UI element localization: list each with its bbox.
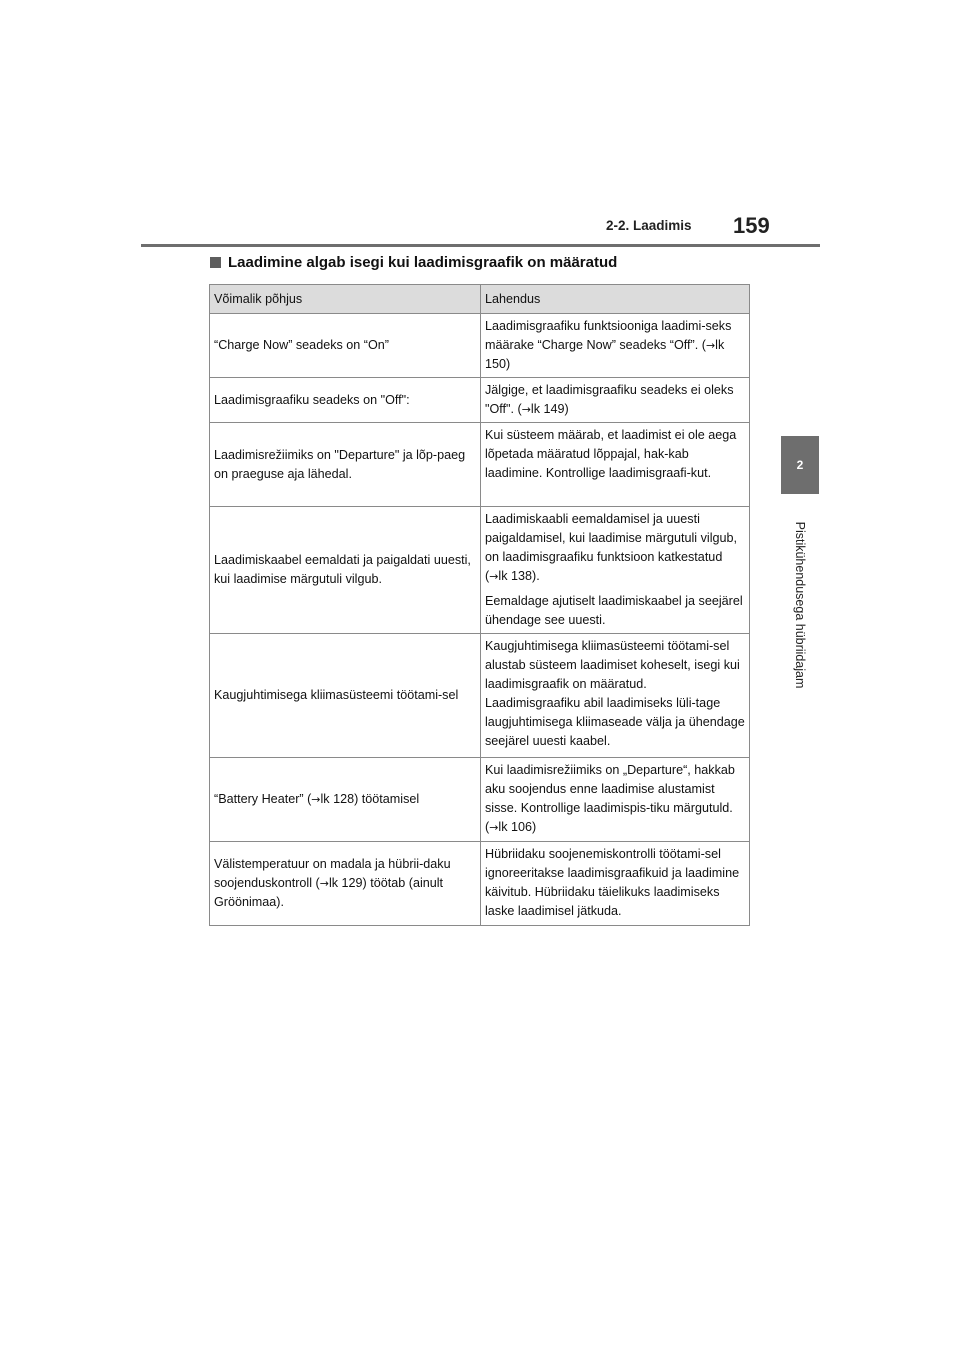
cause-cell: Laadimiskaabel eemaldati ja paigaldati uuesti, kui laadimise märgutuli vilgub. [210, 507, 481, 634]
solution-cell [481, 507, 750, 634]
solution-cell [481, 758, 750, 842]
text-segment: Välistemperatuur on madala ja hübrii-daku soojenduskontroll ( [214, 857, 451, 890]
cause-cell: Laadimisrežiimiks on "Departure" ja lõp-paeg on praeguse aja lähedal. [210, 423, 481, 507]
cause-cell: Laadimisgraafiku seadeks on "Off": [210, 378, 481, 423]
text-segment: Laadimisgraafiku funktsiooniga laadimi-seks määrake “Charge Now” seadeks “Off”. ( [485, 319, 732, 352]
section-heading-text: Laadimine algab isegi kui laadimisgraafik on määratud [228, 254, 618, 271]
solution-cell [481, 423, 750, 507]
page-reference-link[interactable]: lk 128) töötamisel [320, 792, 420, 806]
cause-cell: Kaugjuhtimisega kliimasüsteemi töötami-sel [210, 634, 481, 758]
page-reference-link[interactable]: lk 129) töötab (ainult Gröönimaa). [214, 876, 444, 909]
page-reference-arrow-icon: → [319, 877, 329, 890]
table-header-row [210, 285, 750, 314]
chapter-title: Pistikühendusega hübriidajam [793, 521, 807, 689]
table-row [210, 378, 750, 423]
solution-paragraph [485, 381, 745, 419]
table-body [210, 314, 750, 926]
text-segment: “Battery Heater” ( [214, 792, 312, 806]
table-row [210, 507, 750, 634]
solution-cell [481, 378, 750, 423]
column-header-cause: Võimalik põhjus [210, 285, 481, 314]
text-segment: Laadimiskaabli eemaldamisel ja uuesti paigaldamisel, kui laadimise märgutuli vilgub, on laadimisgraafiku funktsioon katkestatud ( [485, 512, 737, 583]
running-header-section: 2-2. Laadimis [606, 218, 692, 233]
table-row [210, 842, 750, 926]
column-header-solution: Lahendus [481, 285, 750, 314]
solution-paragraph [485, 426, 745, 483]
page-reference-arrow-icon: → [489, 570, 499, 583]
chapter-tab [781, 436, 819, 494]
page-reference-link[interactable]: lk 150) [485, 338, 725, 371]
text-segment: Kui süsteem määrab, et laadimist ei ole aega lõpetada määratud lõppajal, hak-kab laadimine. Kontrollige laadimisgraafi-kut. [485, 428, 737, 480]
solution-paragraph [485, 317, 745, 374]
solution-cell [481, 314, 750, 378]
text-segment: Kaugjuhtimisega kliimasüsteemi töötami-sel alustab süsteem laadimiset koheselt, isegi kui laadimisgraafik on määratud. Laadimisgraafiku abil laadimiseks lüli-tage laugjuhtimisega kliimaseade välja ja ühendage seejärel uuesti kaabel. [485, 639, 745, 748]
table-row [210, 423, 750, 507]
table-row [210, 634, 750, 758]
solution-paragraph [485, 592, 745, 630]
cause-cell [210, 758, 481, 842]
page-reference-arrow-icon: → [311, 793, 321, 806]
header-rule [141, 244, 820, 247]
page-reference-link[interactable]: lk 138). [498, 569, 540, 583]
text-segment: Kui laadimisrežiimiks on „Departure“, hakkab aku soojendus enne laadimise alustamist sisse. Kontrollige laadimispis-tiku märgutuld. ( [485, 763, 735, 834]
page-reference-link[interactable]: lk 149) [530, 402, 569, 416]
text-segment: Hübriidaku soojenemiskontrolli töötami-sel ignoreeritakse laadimisgraafikuid ja laadimine käivitub. Hübriidaku täielikuks laadimiseks laske laadimisel jätkuda. [485, 847, 740, 918]
page-reference-arrow-icon: → [705, 339, 716, 352]
page-number: 159 [733, 213, 770, 238]
cause-cell [210, 842, 481, 926]
solution-paragraph [485, 637, 745, 751]
solution-paragraph [485, 510, 745, 586]
section-heading [210, 254, 617, 271]
table-row [210, 314, 750, 378]
square-bullet-icon [210, 257, 221, 268]
text-segment: Eemaldage ajutiselt laadimiskaabel ja seejärel ühendage see uuesti. [485, 594, 743, 627]
chapter-number: 2 [796, 458, 804, 472]
solution-paragraph [485, 761, 745, 837]
page-reference-arrow-icon: → [489, 821, 499, 834]
troubleshooting-table [209, 284, 750, 926]
table-row [210, 758, 750, 842]
solution-cell [481, 842, 750, 926]
solution-cell [481, 634, 750, 758]
cause-cell: “Charge Now” seadeks on “On” [210, 314, 481, 378]
page-reference-arrow-icon: → [521, 403, 531, 416]
page-reference-link[interactable]: lk 106) [498, 820, 537, 834]
text-segment: Jälgige, et laadimisgraafiku seadeks ei oleks "Off". ( [485, 383, 734, 416]
solution-paragraph [485, 845, 745, 921]
